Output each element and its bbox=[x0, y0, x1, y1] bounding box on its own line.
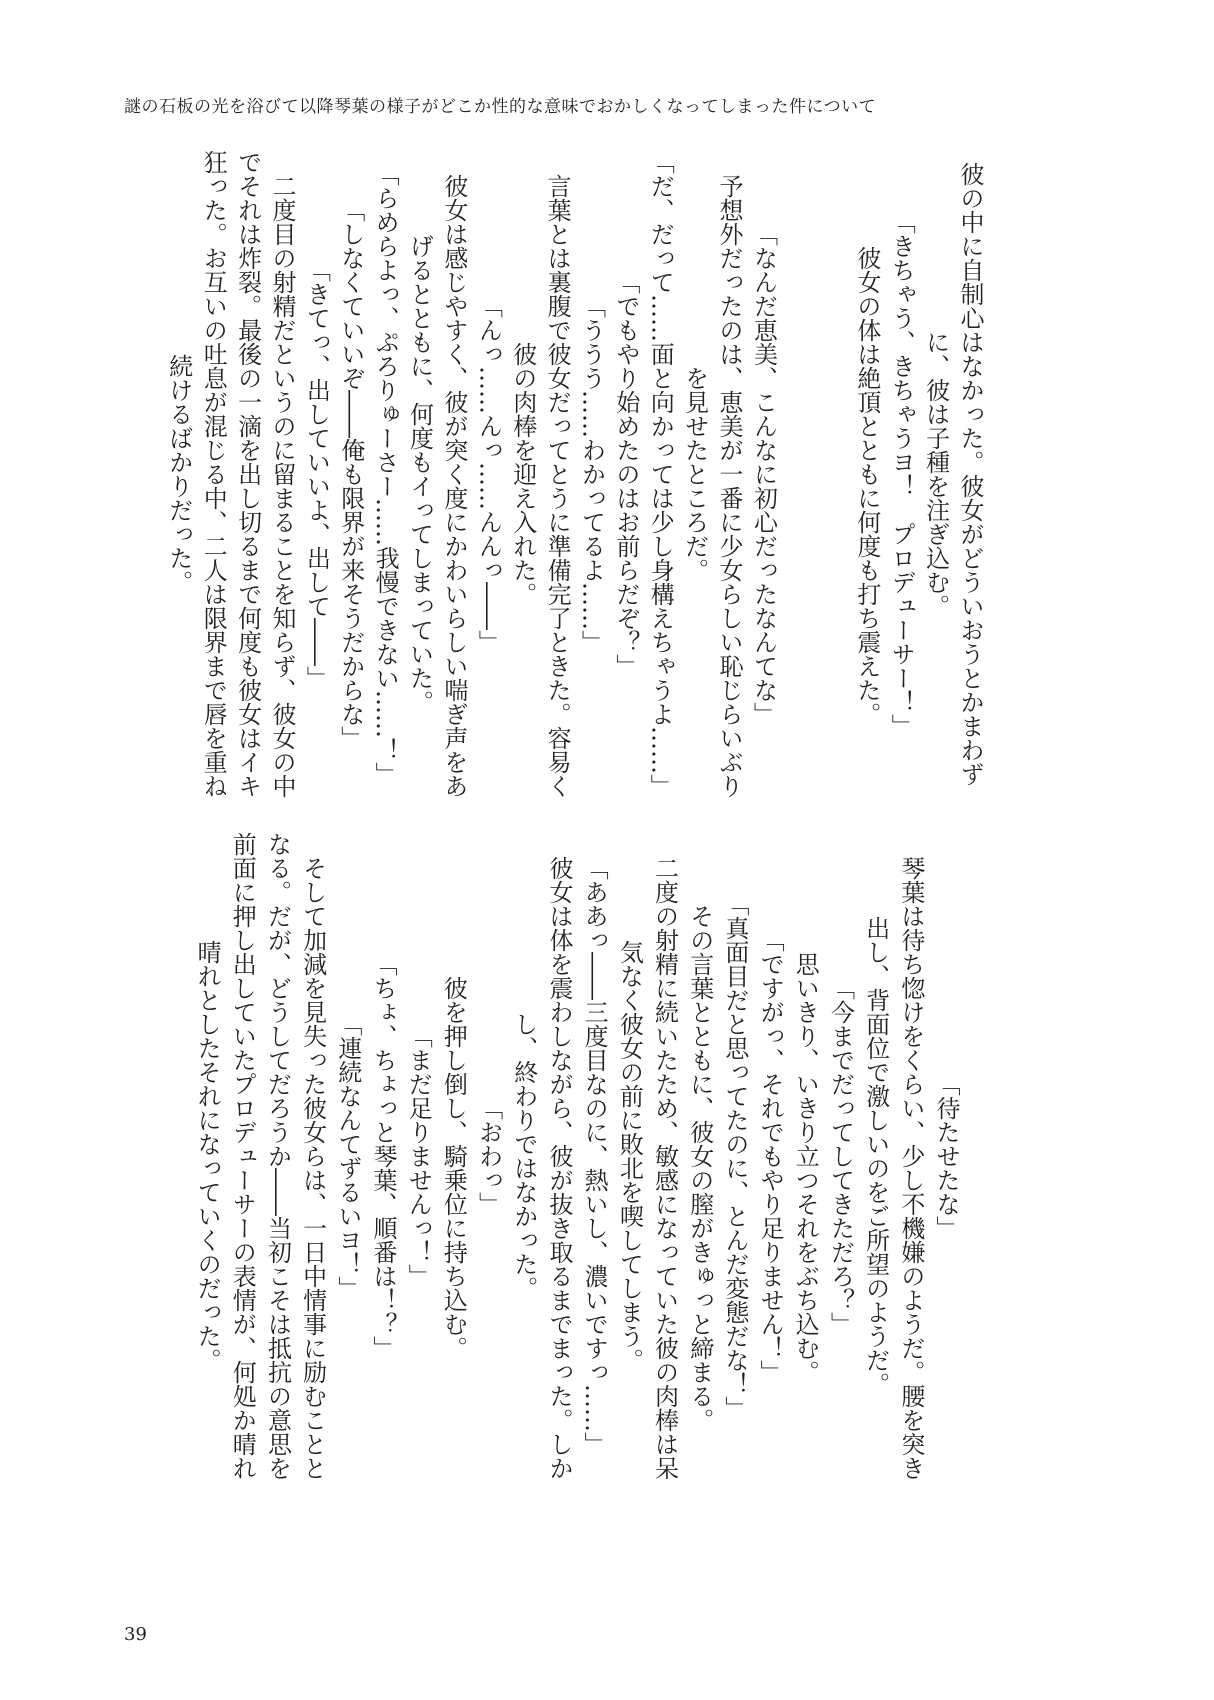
text-line-content: 「まだ足りませんっ！」 bbox=[404, 1024, 433, 1288]
text-line-content: そして加減を見失った彼女らは、一日中情事に励むことと bbox=[298, 832, 327, 1480]
text-line bbox=[672, 150, 709, 798]
text-line bbox=[888, 832, 923, 1480]
text-line bbox=[712, 832, 747, 1480]
text-line bbox=[707, 150, 744, 798]
text-line-content: なる。だが、どうしてだろうか――当初こそは抵抗の意思を bbox=[263, 832, 292, 1480]
text-line bbox=[852, 832, 890, 1480]
text-line bbox=[432, 150, 466, 798]
text-line bbox=[360, 832, 395, 1480]
text-line-content: 「らめらよっ、ぷろりゅーさー……我慢できない……！」 bbox=[371, 162, 400, 786]
text-line-content: 二度目の射精だというのに留まることを知らず、彼女の中 bbox=[267, 150, 296, 798]
text-line-content: 「真面目だと思ってたのに、とんだ変態だな！」 bbox=[720, 892, 749, 1420]
text-line-content: 彼女は感じやすく、彼が突く度にかわいらしい喘ぎ声をあ bbox=[439, 150, 468, 798]
text-line-content: げるとともに、何度もイってしまっていた。 bbox=[405, 234, 434, 714]
text-line-content: その言葉とともに、彼女の膣がきゅっと締まる。 bbox=[685, 880, 714, 1432]
text-line-content: 「きてっ、出していいよ、出して――」 bbox=[302, 258, 331, 690]
text-line-content: 「ううう……わかってるよ……」 bbox=[577, 294, 606, 654]
text-line bbox=[466, 150, 503, 798]
text-line bbox=[948, 150, 982, 798]
text-line-content: 「ああっ――三度目なのに、熱いし、濃いですっ……」 bbox=[580, 856, 609, 1456]
text-line-content: 「今までだってしてきただろ？」 bbox=[826, 976, 855, 1336]
text-line bbox=[879, 150, 916, 798]
text-line-content: 「なんだ恵美、こんなに初心だったなんてな」 bbox=[749, 222, 778, 726]
text-line-content: 続けるばかりだった。 bbox=[164, 354, 193, 594]
text-line-content: 二度の射精に続いたため、敏感になっていた彼の肉棒は呆 bbox=[650, 832, 679, 1480]
text-line bbox=[294, 150, 331, 798]
text-line-content: に、彼は子種を注ぎ込む。 bbox=[921, 330, 950, 618]
upper-text-block bbox=[156, 150, 982, 798]
text-line bbox=[260, 150, 294, 798]
text-line bbox=[225, 150, 262, 798]
text-line-content: を見せたところだ。 bbox=[680, 366, 709, 582]
text-line bbox=[741, 150, 778, 798]
text-line-content: 思いきり、いきり立つそれをぶち込む。 bbox=[791, 928, 820, 1384]
text-line bbox=[536, 832, 571, 1480]
running-header: 謎の石板の光を浴びて以降琴葉の様子がどこか性的な意味でおかしくなってしまった件について bbox=[124, 97, 877, 117]
text-line-content: 気なく彼女の前に敗北を喫してしまう。 bbox=[615, 940, 644, 1372]
text-line-content: 琴葉は待ち惚けをくらい、少し不機嫌のようだ。腰を突き bbox=[896, 832, 925, 1480]
text-line-content: 「おわっ」 bbox=[474, 1096, 503, 1216]
text-line bbox=[603, 150, 640, 798]
text-line-content: 彼女は体を震わしながら、彼が抜き取るまでまった。しか bbox=[544, 832, 573, 1480]
text-line bbox=[500, 150, 537, 798]
text-line bbox=[219, 832, 257, 1480]
text-line-content: 「待たせたな」 bbox=[932, 1072, 960, 1240]
text-line bbox=[325, 832, 360, 1480]
text-line bbox=[397, 150, 434, 798]
text-line-content: 狂った。お互いの吐息が混じる中、二人は限界まで唇を重ね bbox=[199, 150, 228, 798]
text-line bbox=[430, 832, 468, 1480]
text-line-content: 「ちょ、ちょっと琴葉、順番は！？」 bbox=[369, 952, 397, 1360]
text-line bbox=[747, 832, 785, 1480]
text-line bbox=[501, 832, 536, 1480]
text-line-content: 「しなくていいぞ――俺も限界が来そうだからな」 bbox=[336, 198, 365, 750]
text-line-content: 彼の中に自制心はなかった。彼女がどういおうとかまわず bbox=[956, 162, 984, 786]
paragraph-gap bbox=[775, 150, 844, 798]
text-line bbox=[191, 150, 228, 798]
text-line-content: 言葉とは裏腹で彼女だってとうに準備完了ときた。容易く bbox=[543, 150, 572, 798]
text-line bbox=[395, 832, 433, 1480]
text-line-content: 彼女の体は絶頂とともに何度も打ち震えた。 bbox=[852, 222, 881, 726]
text-line-content: 「ですがっ、それでもやり足りません！」 bbox=[756, 928, 785, 1384]
text-line-content: 晴れとしたそれになっていくのだった。 bbox=[193, 940, 222, 1372]
text-line bbox=[606, 832, 644, 1480]
text-line bbox=[254, 832, 292, 1480]
text-line-content: 彼の肉棒を迎え入れた。 bbox=[508, 342, 537, 606]
text-line bbox=[363, 150, 400, 798]
text-line-content: し、終わりではなかった。 bbox=[509, 1012, 538, 1300]
page-number: 39 bbox=[124, 1624, 147, 1645]
text-line-content: 「連続なんてずるいヨ！」 bbox=[333, 1012, 362, 1300]
text-line-content: 予想外だったのは、恵美が一番に少女らしい恥じらいぶり bbox=[715, 150, 744, 798]
text-line bbox=[328, 150, 365, 798]
text-line bbox=[569, 150, 606, 798]
text-line-content: 出し、背面位で激しいのをご所望のようだ。 bbox=[861, 916, 890, 1396]
text-line bbox=[571, 832, 609, 1480]
text-line-content: 「きちゃう、きちゃうヨ！ プロデューサー！」 bbox=[887, 210, 916, 738]
text-line bbox=[156, 150, 193, 798]
text-line-content: 前面に押し出していたプロデューサーの表情が、何処か晴れ bbox=[228, 832, 257, 1480]
text-line bbox=[913, 150, 950, 798]
text-line-content: でそれは炸裂。最後の一滴を出し切るまで何度も彼女はイキ bbox=[233, 150, 262, 798]
text-line bbox=[289, 832, 327, 1480]
lower-text-block bbox=[184, 832, 958, 1480]
text-line bbox=[184, 832, 222, 1480]
text-line-content: 「んっ……んっ……んんっ――」 bbox=[474, 294, 503, 654]
text-line bbox=[817, 832, 855, 1480]
text-line-content: 「でもやり始めたのはお前らだぞ？」 bbox=[611, 270, 640, 678]
text-line bbox=[677, 832, 712, 1480]
text-line bbox=[782, 832, 820, 1480]
text-line bbox=[638, 150, 675, 798]
text-line bbox=[844, 150, 881, 798]
text-line bbox=[923, 832, 958, 1480]
text-line bbox=[465, 832, 503, 1480]
text-line bbox=[535, 150, 572, 798]
text-line-content: 「だ、だって……面と向かっては少し身構えちゃうよ……」 bbox=[646, 150, 675, 798]
text-line bbox=[641, 832, 679, 1480]
text-line-content: 彼を押し倒し、騎乗位に持ち込む。 bbox=[439, 952, 468, 1360]
